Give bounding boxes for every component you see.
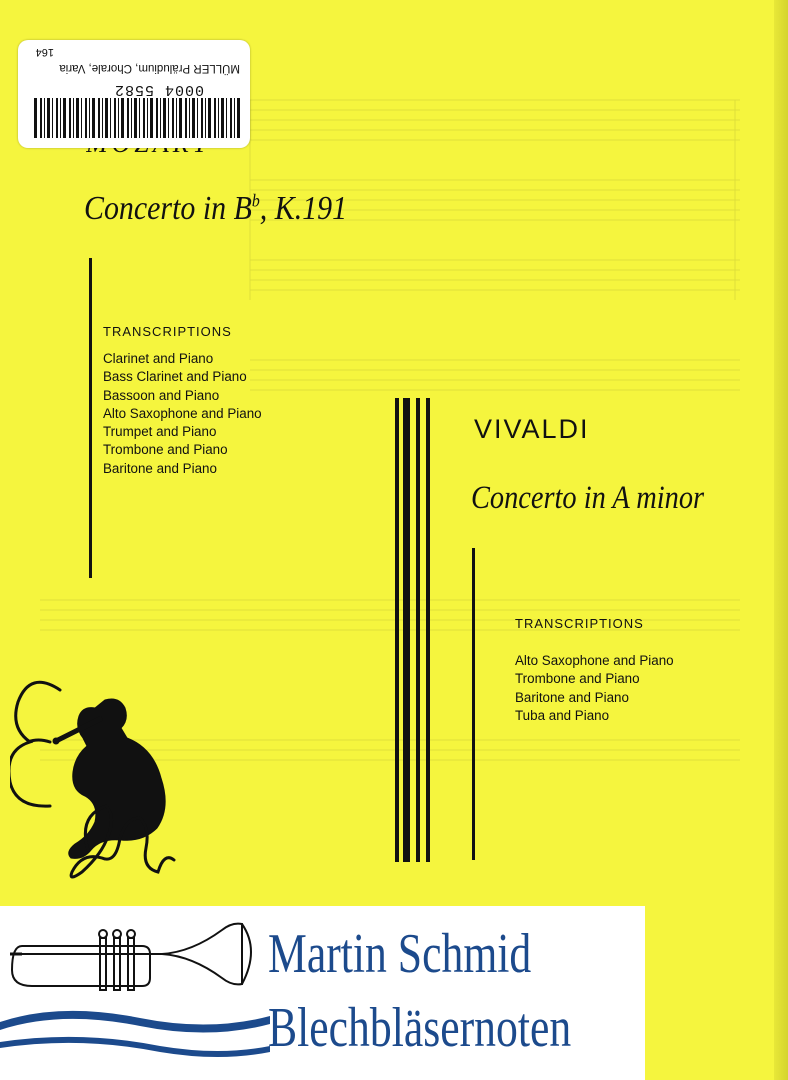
swoosh-decoration	[0, 1002, 270, 1062]
brand-name-line-1: Martin Schmid	[268, 923, 532, 985]
barcode-number: 0004 5582	[113, 81, 204, 98]
vivaldi-divider-line	[472, 548, 475, 860]
list-item: Tuba and Piano	[515, 707, 610, 723]
mozart-title-flat: b	[251, 190, 260, 211]
inventory-sticker	[18, 40, 250, 148]
list-item: Clarinet and Piano	[103, 351, 214, 366]
vivaldi-transcriptions-list	[515, 652, 674, 725]
list-item: Bass Clarinet and Piano	[103, 369, 247, 385]
retailer-banner	[0, 906, 645, 1080]
mozart-title-tail: , K.191	[259, 190, 348, 227]
center-bar-2	[403, 398, 410, 862]
trumpet-icon	[4, 916, 272, 1004]
mozart-divider-line	[89, 258, 92, 578]
list-item: Baritone and Piano	[515, 689, 629, 705]
list-item: Alto Saxophone and Piano	[515, 653, 674, 668]
list-item: Trombone and Piano	[515, 671, 640, 687]
center-bar-4	[426, 398, 430, 862]
list-item: Trombone and Piano	[103, 442, 228, 458]
brand-name-line-2: Blechbläsernoten	[268, 997, 572, 1059]
list-item: Alto Saxophone and Piano	[103, 405, 262, 421]
cover-edge-shadow	[774, 0, 788, 1080]
list-item: Trumpet and Piano	[103, 424, 217, 440]
vivaldi-composer: VIVALDI	[474, 414, 590, 444]
mozart-transcriptions-list	[103, 350, 262, 478]
mozart-title-main: Concerto in B	[84, 190, 252, 227]
sticker-product-title: MÜLLER Präludium, Chorale, Varia	[59, 62, 240, 74]
center-bar-3	[416, 398, 420, 862]
list-item: Baritone and Piano	[103, 460, 217, 476]
vivaldi-concerto-title: Concerto in A minor	[471, 480, 705, 516]
mozart-transcriptions-label: TRANSCRIPTIONS	[103, 324, 232, 339]
inventory-sticker-content	[18, 40, 250, 148]
barcode-icon	[30, 98, 240, 138]
mozart-concerto-title	[84, 190, 347, 228]
center-bar-1	[395, 398, 399, 862]
sticker-code: 164	[35, 46, 54, 58]
vivaldi-transcriptions-label: TRANSCRIPTIONS	[515, 616, 644, 631]
list-item: Bassoon and Piano	[103, 387, 220, 403]
publisher-logo	[10, 660, 200, 900]
